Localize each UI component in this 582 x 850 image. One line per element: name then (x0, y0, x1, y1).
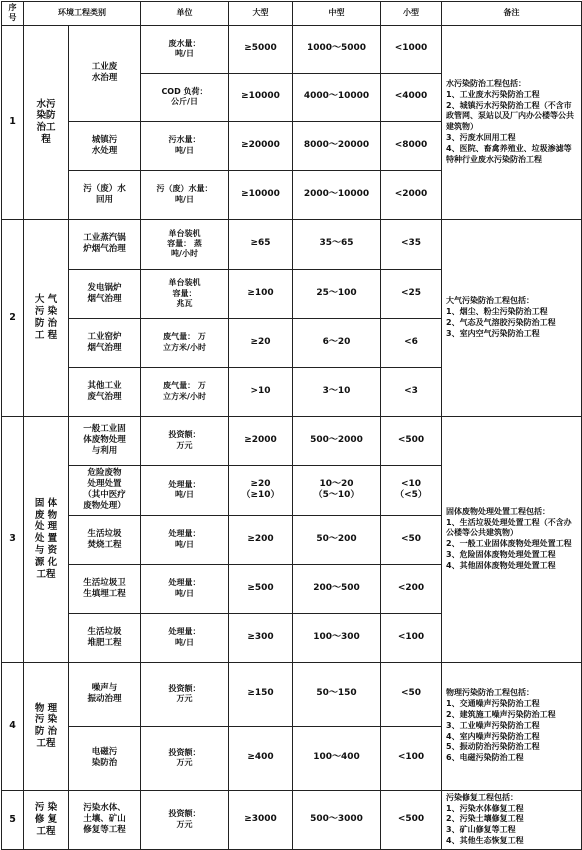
subcategory: 生活垃圾 焚烧工程 (69, 515, 141, 564)
section-number: 1 (2, 25, 24, 219)
unit-cell: 单台装机 容量： 兆瓦 (141, 269, 229, 318)
section-remark: 水污染防治工程包括： 1、工业废水污染防治工程 2、城镇污水污染防治工程（不含市政管网、泵站以及厂内办公楼等公共建筑物） 3、污废水回用工程 4、医院、畜禽养殖业、垃圾渗滤等特种行业废水污染防治工程 (442, 25, 582, 219)
small-value: <3 (381, 367, 442, 416)
medium-value: 2000～10000 (293, 170, 381, 219)
small-value: <50 (381, 515, 442, 564)
medium-value: 25～100 (293, 269, 381, 318)
medium-value: 500～3000 (293, 790, 381, 849)
medium-value: 50～150 (293, 662, 381, 726)
subcategory: 噪声与 振动治理 (69, 662, 141, 726)
section-category: 物 理 污 染 防 治 工程 (24, 662, 69, 790)
medium-value: 8000～20000 (293, 121, 381, 170)
section-category: 大 气 污 染 防 治 工 程 (24, 219, 69, 416)
medium-value: 6～20 (293, 318, 381, 367)
medium-value: 10～20 （5～10） (293, 465, 381, 515)
header-small: 小型 (381, 2, 442, 26)
engineering-scale-table (1, 1, 582, 850)
large-value: ≥20 (229, 318, 293, 367)
unit-cell: 污水量： 吨/日 (141, 121, 229, 170)
medium-value: 100～400 (293, 726, 381, 790)
medium-value: 200～500 (293, 564, 381, 613)
section-category: 固 体 废 物 处 理 处 置 与 资 源 化 工程 (24, 416, 69, 662)
medium-value: 4000～10000 (293, 73, 381, 121)
unit-cell: 废气量： 万 立方米/小时 (141, 318, 229, 367)
table-row (2, 219, 582, 269)
medium-value: 100～300 (293, 613, 381, 662)
section-number: 4 (2, 662, 24, 790)
large-value: ≥200 (229, 515, 293, 564)
large-value: ≥20000 (229, 121, 293, 170)
section-category: 水污 染防 治工 程 (24, 25, 69, 219)
small-value: <10 （<5） (381, 465, 442, 515)
small-value: <200 (381, 564, 442, 613)
large-value: ≥5000 (229, 25, 293, 73)
subcategory: 工业废 水治理 (69, 25, 141, 121)
subcategory: 生活垃圾卫 生填埋工程 (69, 564, 141, 613)
unit-cell: 单台装机 容量： 蒸 吨/小时 (141, 219, 229, 269)
subcategory: 其他工业 废气治理 (69, 367, 141, 416)
section-category: 污 染 修 复 工程 (24, 790, 69, 849)
small-value: <25 (381, 269, 442, 318)
table-row (2, 662, 582, 726)
small-value: <35 (381, 219, 442, 269)
small-value: <100 (381, 726, 442, 790)
subcategory: 工业窑炉 烟气治理 (69, 318, 141, 367)
subcategory: 生活垃圾 堆肥工程 (69, 613, 141, 662)
section-number: 3 (2, 416, 24, 662)
subcategory: 发电锅炉 烟气治理 (69, 269, 141, 318)
unit-cell: 处理量： 吨/日 (141, 564, 229, 613)
large-value: ≥400 (229, 726, 293, 790)
unit-cell: 污（废）水量： 吨/日 (141, 170, 229, 219)
subcategory: 工业蒸汽锅 炉烟气治理 (69, 219, 141, 269)
large-value: ≥100 (229, 269, 293, 318)
header-seq: 序 号 (2, 2, 24, 26)
medium-value: 3～10 (293, 367, 381, 416)
large-value: ≥10000 (229, 73, 293, 121)
subcategory: 城镇污 水处理 (69, 121, 141, 170)
section-remark: 固体废物处理处置工程包括： 1、生活垃圾处理处置工程（不含办公楼等公共建筑物） 2、一般工业固体废物处理处置工程 3、危险固体废物处理处置工程 4、其他固体废物处理处置工程 (442, 416, 582, 662)
unit-cell: 废气量： 万 立方米/小时 (141, 367, 229, 416)
subcategory: 一般工业固 体废物处理 与利用 (69, 416, 141, 465)
section-remark: 大气污染防治工程包括： 1、烟尘、粉尘污染防治工程 2、气态及气溶胶污染防治工程 3、室内空气污染防治工程 (442, 219, 582, 416)
unit-cell: 投资额： 万元 (141, 790, 229, 849)
large-value: >10 (229, 367, 293, 416)
subcategory: 污染水体、 土壤、矿山 修复等工程 (69, 790, 141, 849)
subcategory: 危险废物 处理处置 （其中医疗 废物处理） (69, 465, 141, 515)
unit-cell: COD 负荷： 公斤/日 (141, 73, 229, 121)
table-row (2, 25, 582, 73)
table-row (2, 416, 582, 465)
large-value: ≥500 (229, 564, 293, 613)
medium-value: 35～65 (293, 219, 381, 269)
medium-value: 500～2000 (293, 416, 381, 465)
small-value: <1000 (381, 25, 442, 73)
unit-cell: 投资额： 万元 (141, 662, 229, 726)
large-value: ≥150 (229, 662, 293, 726)
large-value: ≥300 (229, 613, 293, 662)
unit-cell: 投资额： 万元 (141, 726, 229, 790)
small-value: <2000 (381, 170, 442, 219)
section-number: 2 (2, 219, 24, 416)
table-row (2, 790, 582, 849)
unit-cell: 投资额： 万元 (141, 416, 229, 465)
large-value: ≥65 (229, 219, 293, 269)
header-unit: 单位 (141, 2, 229, 26)
header-remark: 备注 (442, 2, 582, 26)
header-row (2, 2, 582, 26)
unit-cell: 处理量： 吨/日 (141, 465, 229, 515)
small-value: <50 (381, 662, 442, 726)
large-value: ≥2000 (229, 416, 293, 465)
header-category: 环境工程类别 (24, 2, 141, 26)
unit-cell: 处理量： 吨/日 (141, 613, 229, 662)
unit-cell: 废水量： 吨/日 (141, 25, 229, 73)
small-value: <4000 (381, 73, 442, 121)
medium-value: 1000～5000 (293, 25, 381, 73)
small-value: <100 (381, 613, 442, 662)
section-remark: 物理污染防治工程包括： 1、交通噪声污染防治工程 2、建筑施工噪声污染防治工程 3、工业噪声污染防治工程 4、室内噪声污染防治工程 5、振动防治污染防治工程 6、电磁污染防治工程 (442, 662, 582, 790)
unit-cell: 处理量： 吨/日 (141, 515, 229, 564)
medium-value: 50～200 (293, 515, 381, 564)
header-large: 大型 (229, 2, 293, 26)
small-value: <500 (381, 790, 442, 849)
large-value: ≥10000 (229, 170, 293, 219)
header-medium: 中型 (293, 2, 381, 26)
subcategory: 污（废）水 回用 (69, 170, 141, 219)
small-value: <6 (381, 318, 442, 367)
large-value: ≥20 （≥10） (229, 465, 293, 515)
section-number: 5 (2, 790, 24, 849)
section-remark: 污染修复工程包括： 1、污染水体修复工程 2、污染土壤修复工程 3、矿山修复等工程 4、其他生态恢复工程 (442, 790, 582, 849)
small-value: <8000 (381, 121, 442, 170)
small-value: <500 (381, 416, 442, 465)
large-value: ≥3000 (229, 790, 293, 849)
subcategory: 电磁污 染防治 (69, 726, 141, 790)
